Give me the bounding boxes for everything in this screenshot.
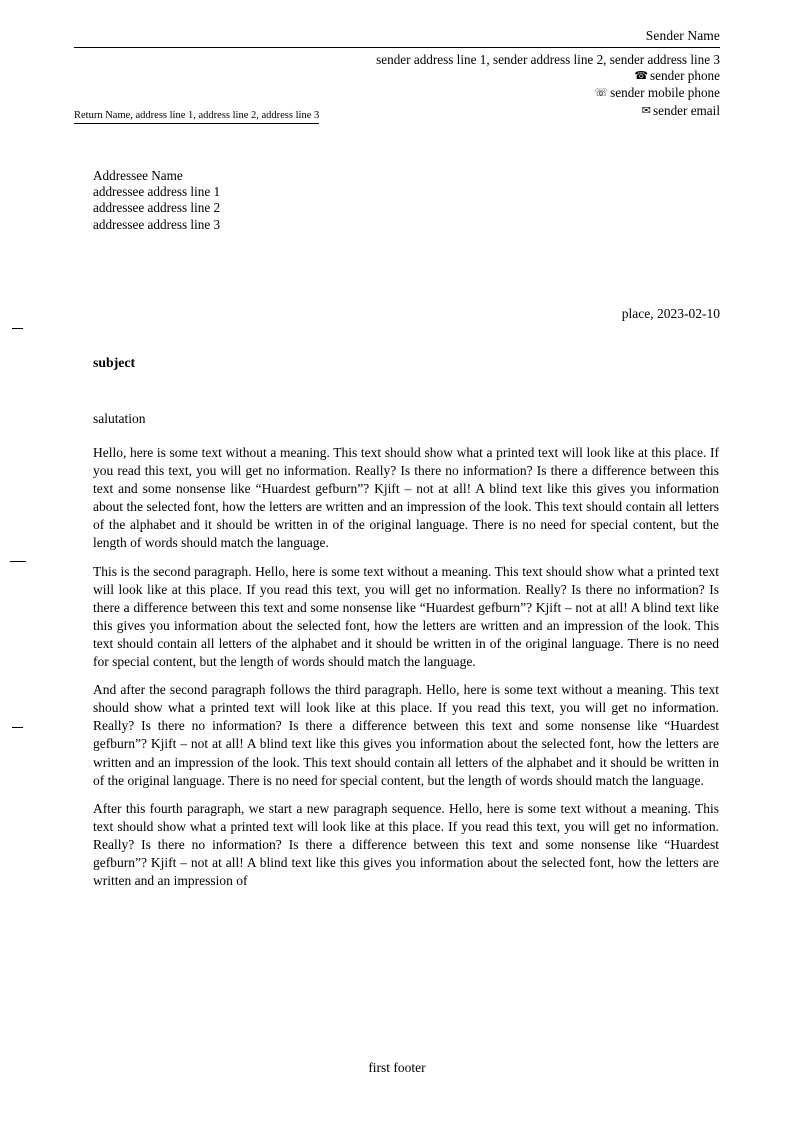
header-rule [74,47,720,48]
sender-phone-line [376,68,720,85]
addressee-block [93,168,220,233]
sender-contact-block [376,52,720,120]
sender-mobile-label: sender mobile phone [610,85,720,101]
body-paragraph: Hello, here is some text without a meaning. This text should show what a printed text will look like at this place. If you read this text, you will get no information. Really? Is there no information? Is there a difference between this text and some nonsense like “Huardest gefburn”? Kjift – not at all! A blind text like this gives you information about the selected font, how the letters are written and an impression of the look. This text should contain all letters of the alphabet and it should be written in of the original language. There is no need for special content, but the length of words should match the language. [93,445,719,551]
body-paragraph: After this fourth paragraph, we start a new paragraph sequence. Hello, here is some text without a meaning. This text should show what a printed text will look like at this place. If you read this text, you will get no information. Really? Is there no information? Is there a difference between this text and some nonsense like “Huardest gefburn”? Kjift – not at all! A blind text like this gives you information about the selected font, how the letters are written and an impression of [93,800,719,889]
place-and-date: place, 2023-02-10 [621,306,720,321]
addressee-line: addressee address line 2 [93,200,221,216]
page-footer: first footer [368,1060,426,1075]
telephone-icon: ☎ [634,69,649,83]
sender-phone-label: sender phone [650,68,720,84]
mobile-phone-icon: ☏ [594,86,609,100]
sender-mobile-line [376,85,720,102]
sender-name: Sender Name [645,28,720,43]
addressee-line: Addressee Name [93,168,183,183]
addressee-line: addressee address line 1 [93,184,221,200]
envelope-icon: ✉ [641,103,651,117]
return-address: Return Name, address line 1, address line 2, address line 3 [74,110,319,124]
body-paragraph: And after the second paragraph follows the third paragraph. Hello, here is some text without a meaning. This text should show what a printed text will look like at this place. If you read this text, you will get no information. Really? Is there no information? Is there a difference between this text and some nonsense like “Huardest gefburn”? Kjift – not at all! A blind text like this gives you information about the selected font, how the letters are written and an impression of the look. This text should contain all letters of the alphabet and it should be written in of the original language. There is no need for special content, but the length of words should match the language. [93,682,719,788]
fold-mark [12,727,23,728]
punch-mark [10,561,26,562]
addressee-line: addressee address line 3 [93,216,221,232]
salutation: salutation [93,411,146,426]
sender-address-line: sender address line 1, sender address line 2, sender address line 3 [376,52,720,67]
fold-mark [12,328,23,329]
letter-body [93,444,719,900]
body-paragraph: This is the second paragraph. Hello, here is some text without a meaning. This text should show what a printed text will look like at this place. If you read this text, you will get no information. Really? Is there no information? Is there a difference between this text and some nonsense like “Huardest gefburn”? Kjift – not at all! A blind text like this gives you information about the selected font, how the letters are written and an impression of the look. This text should contain all letters of the alphabet and it should be written in of the original language. There is no need for special content, but the length of words should match the language. [93,563,719,670]
subject-line: subject [93,355,136,370]
sender-email-line [376,103,720,120]
sender-email-label: sender email [652,102,720,118]
